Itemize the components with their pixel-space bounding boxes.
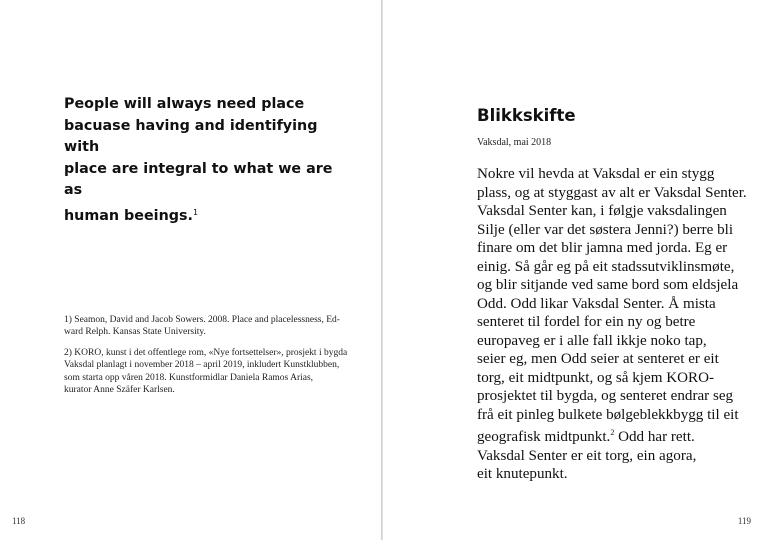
body-line	[477, 424, 757, 447]
body-line: prosjektet til bygda, og senteret endrar seg	[477, 388, 734, 404]
footnote-line: kurator Anne Szäfer Karlsen.	[64, 385, 175, 396]
body-line: Nokre vil hevda at Vaksdal er ein stygg	[477, 166, 715, 182]
pull-quote	[64, 94, 354, 227]
article-dateline: Vaksdal, mai 2018	[477, 137, 552, 148]
footnote-line: som starta opp våren 2018. Kunstformidlar Daniela Ramos Arias,	[64, 372, 314, 383]
body-line: plass, og at styggast av alt er Vaksdal Senter.	[477, 184, 747, 201]
footnote-line: Vaksdal planlagt i november 2018 – april 2019, inkludert Kunstklubben,	[64, 360, 340, 371]
body-line-part: Odd har rett.	[614, 429, 695, 445]
body-line: eit knutepunkt.	[477, 466, 568, 482]
quote-line: place are integral to what we are as	[64, 160, 333, 198]
left-page	[0, 0, 381, 540]
footnote-marker: 2	[610, 428, 615, 437]
page-number-right: 119	[737, 516, 751, 526]
footnote-2	[64, 347, 354, 397]
body-line: finare om det blir jamna med jorda. Eg er	[477, 240, 728, 256]
body-line: seier eg, men Odd seier at senteret er eit	[477, 351, 719, 367]
footnote-line: 1) Seamon, David and Jacob Sowers. 2008. Place and placelessness, Ed-	[64, 315, 340, 325]
footnote-1	[64, 314, 354, 339]
body-line: torg, eit midtpunkt, og så kjem KORO-	[477, 369, 715, 386]
body-line: europaveg er i alle fall ikkje noko tap,	[477, 332, 707, 349]
body-line: Vaksdal Senter er eit torg, ein agora,	[477, 447, 697, 464]
quote-line: bacuase having and identifying with	[64, 117, 318, 155]
body-line: frå eit pinleg bulkete bølgeblekkbygg til eit	[477, 406, 739, 423]
body-line-part: geografisk midtpunkt.	[477, 429, 611, 445]
quote-line: People will always need place	[64, 96, 305, 112]
article-title: Blikkskifte	[477, 106, 576, 125]
quote-line: human beeings.	[64, 207, 193, 224]
right-page	[383, 0, 764, 540]
body-line: senteret til fordel for ein ny og betre	[477, 314, 696, 330]
body-line: Silje (eller var det søstera Jenni?) berre bli	[477, 221, 734, 238]
footnote-line: ward Relph. Kansas State University.	[64, 327, 206, 338]
body-line: Odd. Odd likar Vaksdal Senter. Å mista	[477, 295, 716, 312]
footnote-line: 2) KORO, kunst i det offentlege rom, «Nye fortsettelser», prosjekt i bygda	[64, 347, 348, 358]
body-line: og blir sitjande ved same bord som eldsjela	[477, 277, 739, 293]
article-body	[477, 165, 757, 484]
body-line: einig. Så går eg på eit stadssutviklinsmøte,	[477, 258, 735, 275]
footnote-marker: 1	[192, 207, 199, 217]
footnotes	[64, 314, 354, 404]
page-number-left: 118	[12, 516, 26, 526]
body-line: Vaksdal Senter kan, i følgje vaksdalingen	[477, 203, 727, 219]
